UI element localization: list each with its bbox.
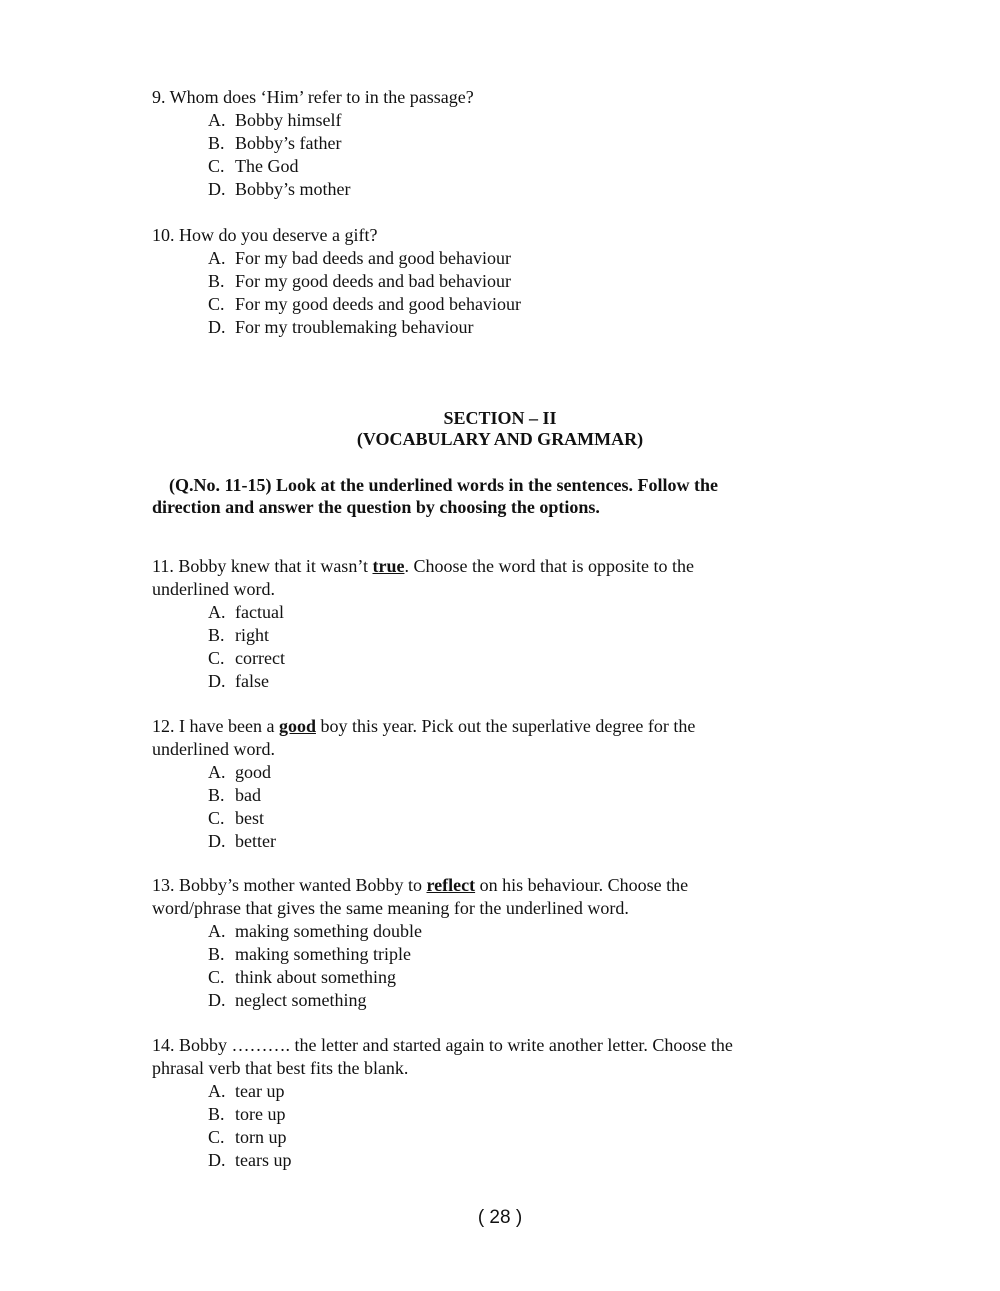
option-12b[interactable]: B. bad bbox=[208, 785, 261, 805]
option-10d[interactable]: D. For my troublemaking behaviour bbox=[208, 317, 474, 337]
question-10-stem: 10. How do you deserve a gift? bbox=[152, 225, 378, 245]
question-14-options bbox=[152, 1080, 832, 1172]
question-11-stem: 11. Bobby knew that it wasn’t true. Choose the word that is opposite to the underlined word. bbox=[152, 556, 694, 599]
question-9-stem: 9. Whom does ‘Him’ refer to in the passage? bbox=[152, 87, 474, 107]
option-10c[interactable]: C. For my good deeds and good behaviour bbox=[208, 294, 521, 314]
question-12-options bbox=[152, 761, 832, 853]
directions-line-1: (Q.No. 11-15) Look at the underlined words in the sentences. Follow the bbox=[169, 475, 718, 495]
option-11a[interactable]: A. factual bbox=[208, 602, 284, 622]
underlined-word: good bbox=[278, 716, 316, 736]
option-13d[interactable]: D. neglect something bbox=[208, 990, 367, 1010]
option-14c[interactable]: C. torn up bbox=[208, 1127, 287, 1147]
option-13c[interactable]: C. think about something bbox=[208, 967, 396, 987]
option-9c[interactable]: C. The God bbox=[208, 156, 299, 176]
option-9b[interactable]: B. Bobby’s father bbox=[208, 133, 342, 153]
option-14b[interactable]: B. tore up bbox=[208, 1104, 286, 1124]
question-12-stem: 12. I have been a good boy this year. Pick out the superlative degree for the underlined word. bbox=[152, 716, 696, 759]
page-number: ( 28 ) bbox=[477, 1207, 523, 1228]
option-11b[interactable]: B. right bbox=[208, 625, 269, 645]
question-13 bbox=[152, 874, 832, 1012]
option-13b[interactable]: B. making something triple bbox=[208, 944, 411, 964]
section-directions bbox=[152, 474, 852, 518]
section-title: SECTION – II bbox=[443, 408, 557, 428]
directions-line-2: direction and answer the question by choosing the options. bbox=[152, 497, 600, 517]
question-14-stem: 14. Bobby ………. the letter and started again to write another letter. Choose the phrasal verb that best fits the blank. bbox=[152, 1035, 733, 1078]
option-12d[interactable]: D. better bbox=[208, 831, 276, 851]
option-14d[interactable]: D. tears up bbox=[208, 1150, 292, 1170]
option-12a[interactable]: A. good bbox=[208, 762, 271, 782]
question-9 bbox=[152, 86, 832, 201]
question-12 bbox=[152, 715, 832, 853]
question-10 bbox=[152, 224, 832, 339]
underlined-word: true bbox=[372, 556, 405, 576]
option-12c[interactable]: C. best bbox=[208, 808, 264, 828]
question-13-options bbox=[152, 920, 832, 1012]
option-10b[interactable]: B. For my good deeds and bad behaviour bbox=[208, 271, 511, 291]
option-14a[interactable]: A. tear up bbox=[208, 1081, 285, 1101]
question-11-options bbox=[152, 601, 832, 693]
option-9a[interactable]: A. Bobby himself bbox=[208, 110, 342, 130]
option-10a[interactable]: A. For my bad deeds and good behaviour bbox=[208, 248, 511, 268]
option-11d[interactable]: D. false bbox=[208, 671, 269, 691]
question-13-stem: 13. Bobby’s mother wanted Bobby to reflect on his behaviour. Choose the word/phrase that gives the same meaning for the underlined word. bbox=[152, 875, 689, 918]
option-11c[interactable]: C. correct bbox=[208, 648, 285, 668]
question-11 bbox=[152, 555, 832, 693]
underlined-word: reflect bbox=[426, 875, 476, 895]
option-13a[interactable]: A. making something double bbox=[208, 921, 422, 941]
section-subtitle: (VOCABULARY AND GRAMMAR) bbox=[356, 429, 644, 449]
question-9-options bbox=[152, 109, 832, 201]
option-9d[interactable]: D. Bobby’s mother bbox=[208, 179, 351, 199]
question-10-options bbox=[152, 247, 832, 339]
question-14 bbox=[152, 1034, 832, 1172]
